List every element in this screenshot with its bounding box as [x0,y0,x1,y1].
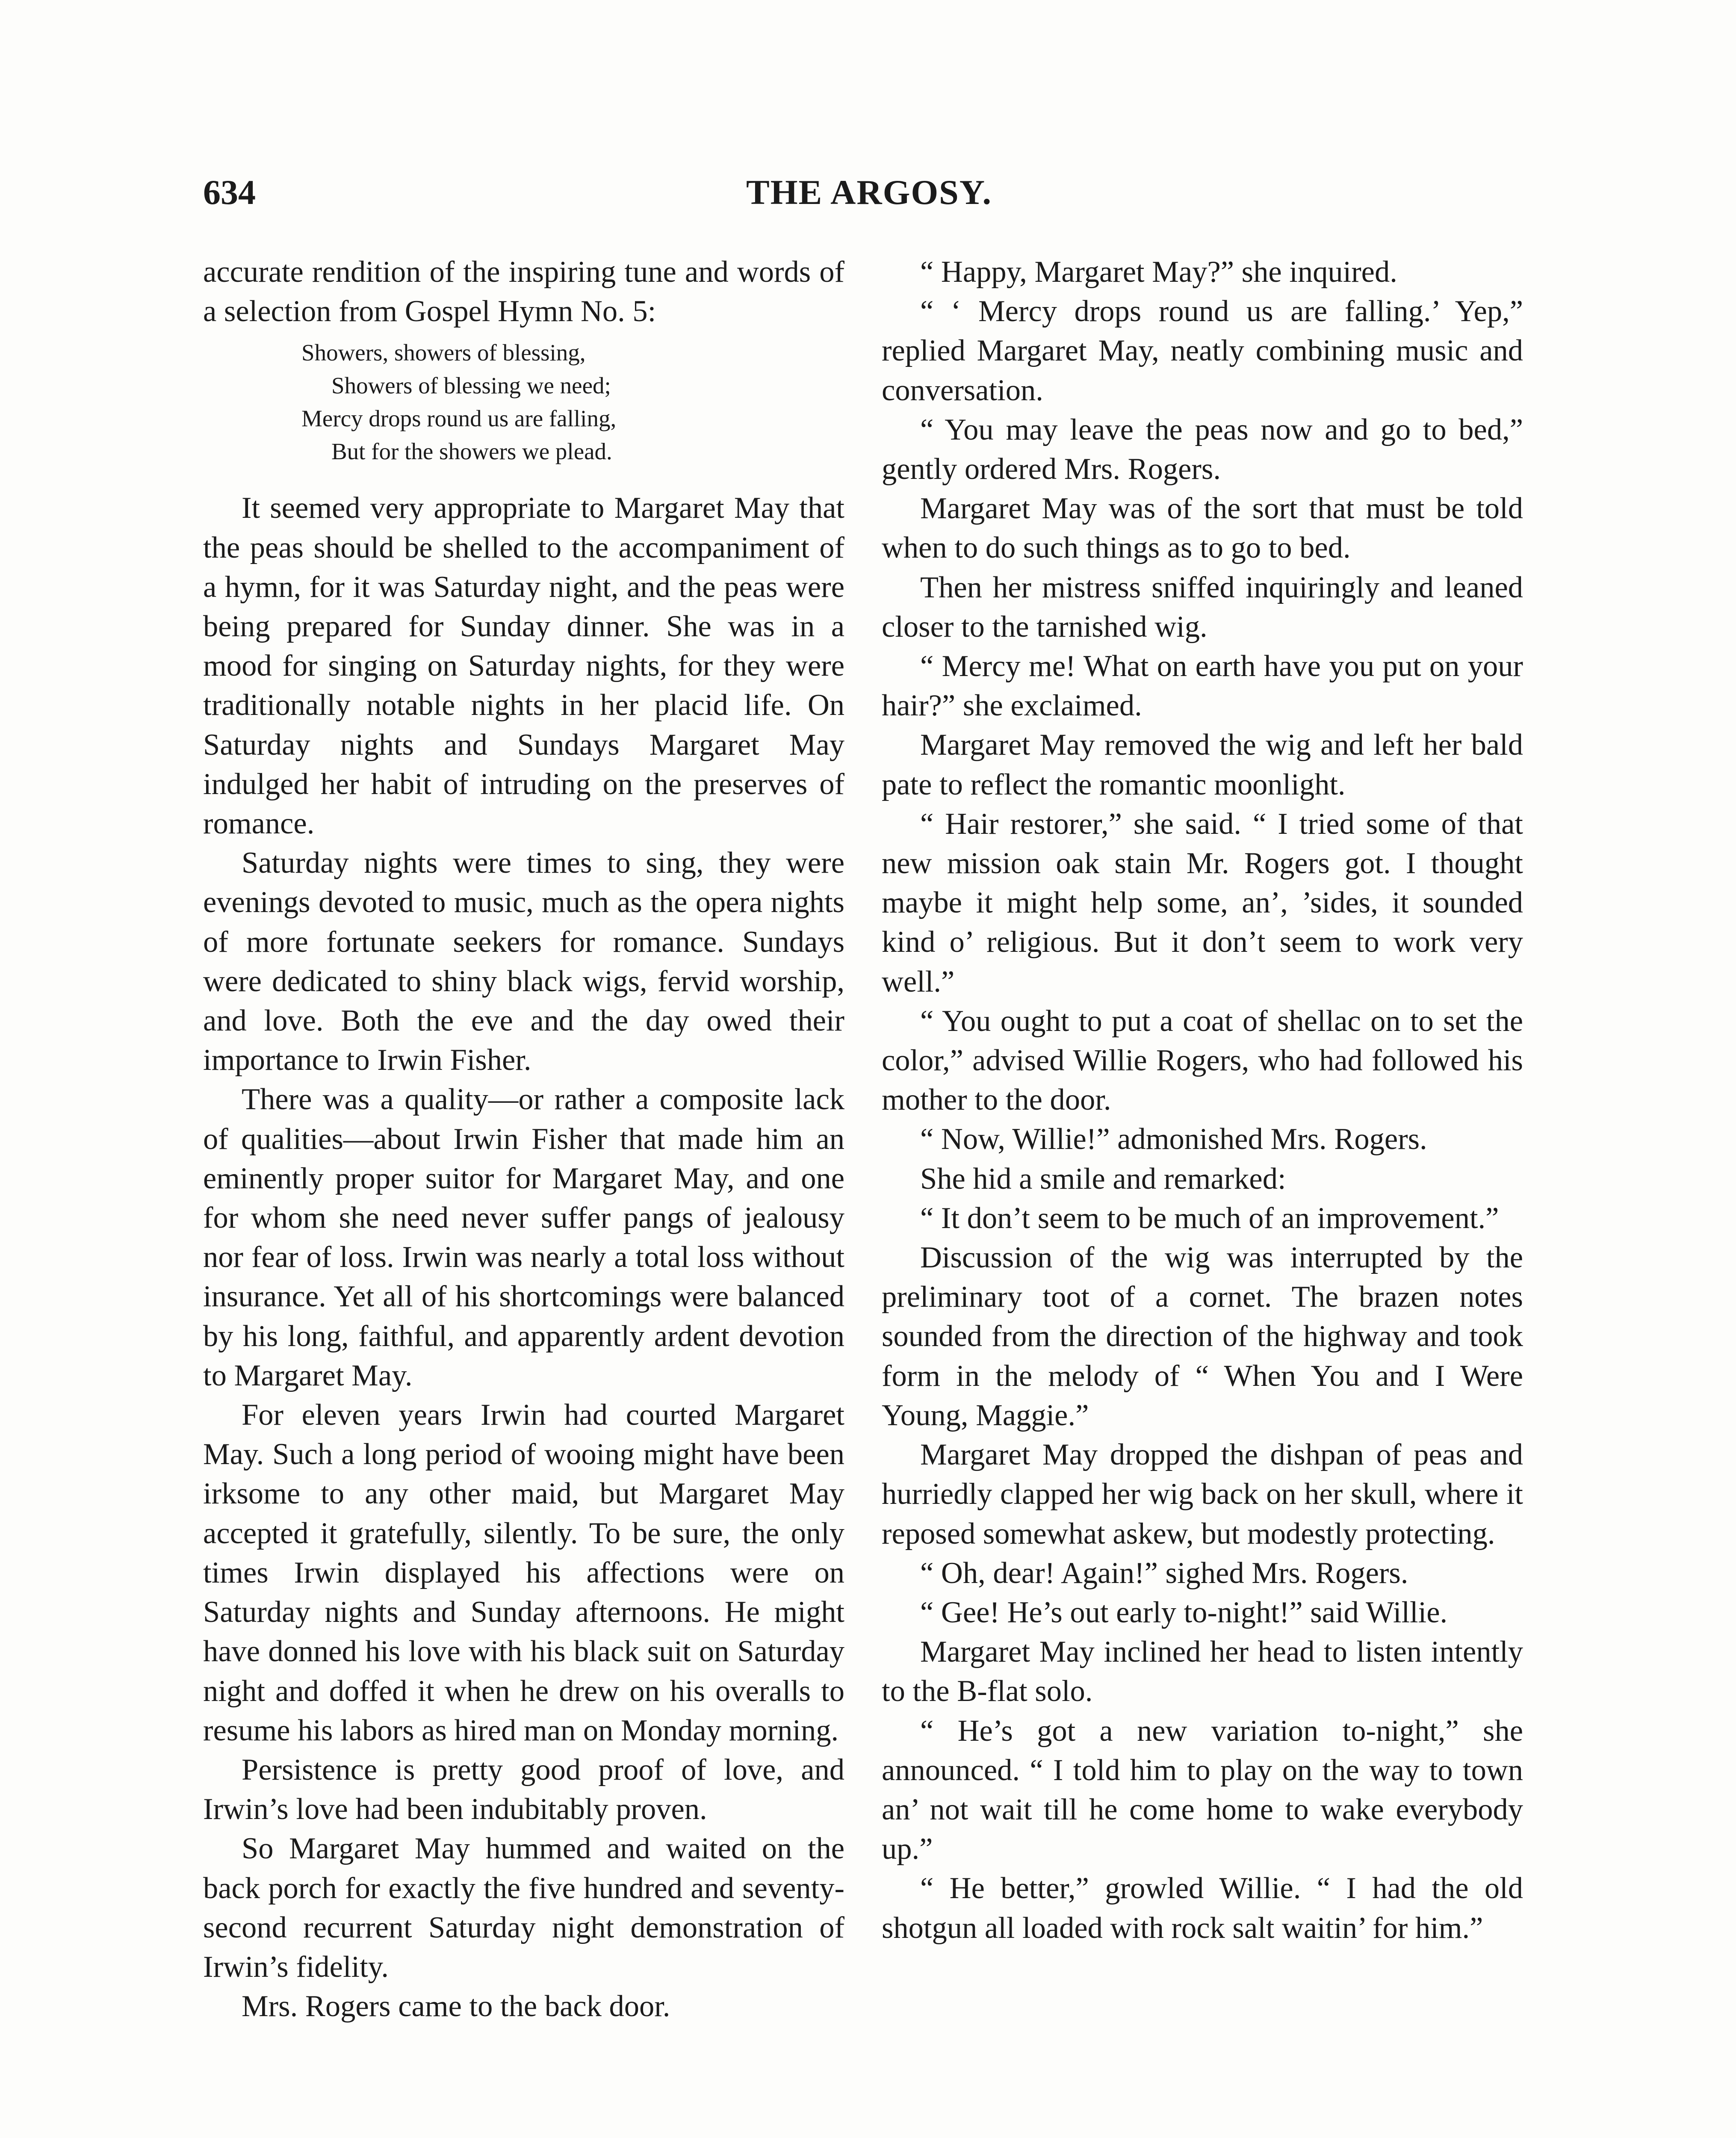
verse-line: Showers, showers of blessing, [301,340,586,366]
paragraph: “ Now, Willie!” admonished Mrs. Rogers. [920,1122,1427,1156]
paragraph: “ You ought to put a coat of shellac on to set the color,” advised Willie Rogers, who had followed his mother to the door. [882,1004,1523,1117]
paragraph: She hid a smile and remarked: [920,1162,1286,1196]
page-number: 634 [203,173,256,212]
paragraph: Saturday nights were times to sing, they were evenings devoted to music, much as the opera nights of more fortunate seekers for romance. Sundays were dedicated to shiny black wigs, fervid worship, and love. Both the eve and the day owed their importance to Irwin Fisher. [203,846,844,1077]
verse-line: But for the showers we plead. [331,438,612,465]
running-head: THE ARGOSY. [746,173,992,212]
paragraph: For eleven years Irwin had courted Margaret May. Such a long period of wooing might have been irksome to any other maid, but Margaret May accepted it gratefully, silently. To be sure, the only times Irwin displayed his affections were on Saturday nights and Sunday afternoons. He might have donned his love with his black suit on Saturday night and doffed it when he drew on his overalls to resume his labors as hired man on Monday morning. [203,1398,844,1747]
paragraph: Margaret May removed the wig and left her bald pate to reflect the romantic moonlight. [882,728,1523,801]
page-header [203,167,1535,218]
paragraph: Then her mistress sniffed inquiringly and leaned closer to the tarnished wig. [882,570,1523,644]
paragraph: “ He better,” growled Willie. “ I had the old shotgun all loaded with rock salt waitin’ for him.” [882,1872,1523,1945]
paragraph: It seemed very appropriate to Margaret May that the peas should be shelled to the accompaniment of a hymn, for it was Saturday night, and the peas were being prepared for Sunday dinner. She was in a mood for singing on Saturday nights, for they were traditionally notable nights in her placid life. On Saturday nights and Sundays Margaret May indulged her habit of intruding on the preserves of romance. [203,491,844,841]
paragraph: “ It don’t seem to be much of an improvement.” [920,1201,1499,1235]
paragraph: There was a quality—or rather a composite lack of qualities—about Irwin Fisher that made him an eminently proper suitor for Margaret May, and one for whom she need never suffer pangs of jealousy nor fear of loss. Irwin was nearly a total loss without insurance. Yet all of his shortcomings were balanced by his long, faithful, and apparently ardent devotion to Margaret May. [203,1083,844,1392]
left-column [203,252,844,2026]
paragraph: “ Mercy me! What on earth have you put on your hair?” she exclaimed. [882,650,1523,723]
paragraph: Margaret May inclined her head to listen intently to the B-flat solo. [882,1635,1523,1708]
paragraph: Discussion of the wig was interrupted by the preliminary toot of a cornet. The brazen notes sounded from the direction of the highway and took form in the melody of “ When You and I Were Young, Maggie.” [882,1241,1523,1432]
paragraph: Margaret May was of the sort that must be told when to do such things as to go to bed. [882,492,1523,565]
hymn-verse [203,336,844,468]
paragraph: “ Happy, Margaret May?” she inquired. [920,255,1397,289]
paragraph: “ Gee! He’s out early to-night!” said Willie. [920,1595,1448,1629]
paragraph: Persistence is pretty good proof of love, and Irwin’s love had been indubitably proven. [203,1753,844,1826]
paragraph: So Margaret May hummed and waited on the back porch for exactly the five hundred and seventy-second recurrent Saturday night demonstration of Irwin’s fidelity. [203,1832,844,1984]
paragraph: accurate rendition of the inspiring tune and words of a selection from Gospel Hymn No. 5: [203,255,844,328]
paragraph: “ He’s got a new variation to-night,” she announced. “ I told him to play on the way to town an’ not wait till he come home to wake everybody up.” [882,1714,1523,1866]
verse-line: Showers of blessing we need; [331,372,611,399]
paragraph: “ You may leave the peas now and go to bed,” gently ordered Mrs. Rogers. [882,413,1523,486]
verse-line: Mercy drops round us are falling, [301,405,617,432]
right-column [882,252,1523,1948]
paragraph: “ Hair restorer,” she said. “ I tried some of that new mission oak stain Mr. Rogers got. I thought maybe it might help some, an’, ’sides, it sounded kind o’ religious. But it don’t seem to work very well.” [882,807,1523,998]
paragraph: Mrs. Rogers came to the back door. [242,1990,670,2023]
paragraph: “ ‘ Mercy drops round us are falling.’ Yep,” replied Margaret May, neatly combining music and conversation. [882,295,1523,407]
paragraph: “ Oh, dear! Again!” sighed Mrs. Rogers. [920,1556,1408,1590]
paragraph: Margaret May dropped the dishpan of peas and hurriedly clapped her wig back on her skull, where it reposed somewhat askew, but modestly protecting. [882,1438,1523,1550]
